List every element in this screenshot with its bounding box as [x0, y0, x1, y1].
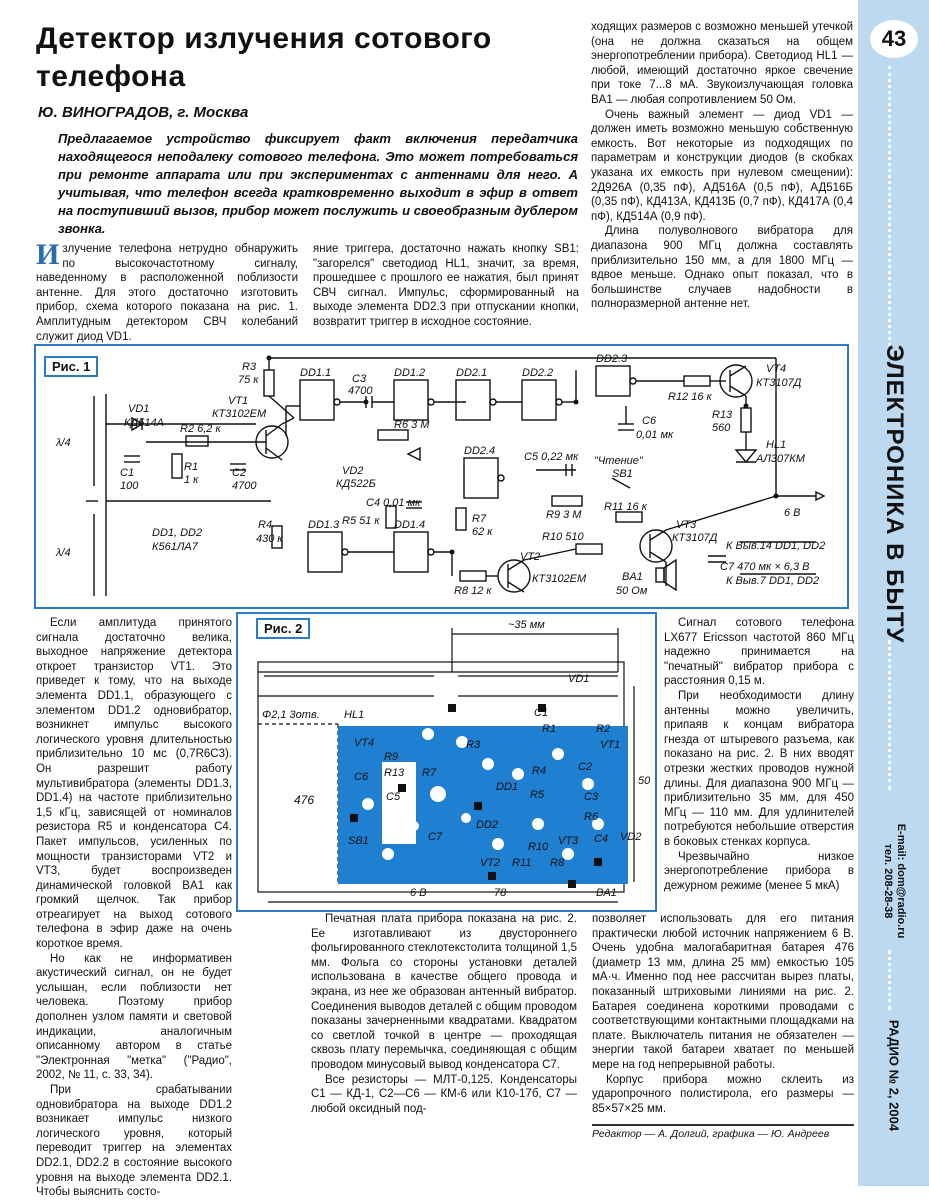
- pcb-c4: C4: [594, 833, 609, 845]
- r5-label: R5 51 к: [342, 515, 380, 527]
- paragraph: Сигнал сотового телефона LX677 Ericsson частотой 860 МГц надежно принимается на "печатный" вибратор прибора с расстояния 0,15 м.: [664, 617, 854, 688]
- vt4-value: КТ3107Д: [756, 377, 802, 389]
- paragraph: ходящих размеров с возможно меньшей утечкой (она не должна сказаться на общем энергопотреблении прибора). Светодиод HL1 — любой, имеющий достаточно яркое свечение при токе 7...8 мА. Звукоизлучающая головка BA1 — любая сопротивлением 50 Ом.: [591, 21, 853, 106]
- c6-label: C6: [642, 415, 657, 427]
- c2-value: 4700: [232, 480, 257, 492]
- vt3-value: КТ3107Д: [672, 532, 718, 544]
- article-author: Ю. ВИНОГРАДОВ, г. Москва: [38, 104, 249, 121]
- dd21-label: DD2.1: [456, 367, 488, 379]
- pcb-r11: R11: [512, 857, 532, 869]
- column-lower-right-top: [664, 616, 854, 893]
- dotted-rule: [888, 640, 896, 790]
- pcb-sb1: SB1: [348, 835, 369, 847]
- pcb-r13: R13: [384, 767, 405, 779]
- pcb-c3: C3: [584, 791, 599, 803]
- r7-label: R7: [472, 513, 487, 525]
- pin14-label: К Выв.14 DD1, DD2: [726, 540, 826, 552]
- dim-35mm: ~35 мм: [508, 619, 545, 631]
- paragraph: При срабатывании одновибратора на выходе DD1.2 возникает импульс низкого логического уровня, который переводит триггер на элементах DD2.1, DD2.2 в состояние высокого уровня на выходе элемента DD2.1. Чтобы выяснить состо-: [36, 1084, 232, 1199]
- vd1-value: КД514А: [124, 417, 164, 429]
- editor-credit: Редактор — А. Долгий, графика — Ю. Андреев: [592, 1124, 854, 1140]
- vt1-value: КТ3102ЕМ: [212, 408, 267, 420]
- article-title: Детектор излучения сотового телефона: [36, 22, 492, 93]
- r13-value: 560: [712, 422, 731, 434]
- dim-78: 78: [494, 887, 507, 899]
- r6-label: R6 3 М: [394, 419, 430, 431]
- c5-label: C5 0,22 мк: [524, 451, 579, 463]
- dd23-label: DD2.3: [596, 353, 628, 365]
- paragraph-text: злучение телефона нетрудно обнаружить по высокочастотному сигналу, наведенному в расположенной поблизости антенне. Для этого достаточно изготовить прибор, схема которого показана на рис. 1. Амплитудным детектором СВЧ колебаний служит диод VD1.: [36, 243, 298, 343]
- r10-label: R10 510: [542, 531, 584, 543]
- pcb-vt4: VT4: [354, 737, 375, 749]
- dd13-label: DD1.3: [308, 519, 340, 531]
- pcb-vd2: VD2: [620, 831, 642, 843]
- c4-label: C4 0,01 мк: [366, 497, 421, 509]
- c2-label: C2: [232, 467, 247, 479]
- page-number: 43: [870, 20, 918, 58]
- paragraph: Очень важный элемент — диод VD1 — должен иметь возможно меньшую собственную емкость. Вот некоторые из подходящих по параметрам и конструкции диодов (в скобках указана их емкость при нулевом смещении): 2Д926А (0,35 пФ), АД516А (0,5 пФ), АД516Б (0,35 пФ), КД413А, КД413Б (0,7 пФ), КД417А (0,4 пФ), КД514А (0,9 пФ).: [591, 108, 853, 223]
- side-band: [858, 0, 929, 1186]
- c1-value: 100: [120, 480, 139, 492]
- paragraph: позволяет использовать для его питания практически любой источник напряжением 6 В. Очень удобна малогабаритная батарея 476 (диаметр 13 мм, длина 25 мм) емкостью 105 мА·ч. Именно под нее рассчитан вырез платы, показанный штриховыми линиями на рис. 2. Батарея соединена короткими проводами с соответствующими контактными площадками на плате. Выключатель питания не обязателен — энергии такой батареи хватает по меньшей мере на год непрерывной работы.: [592, 913, 854, 1071]
- r1-label: R1: [184, 461, 199, 473]
- pcb-vt3: VT3: [558, 835, 579, 847]
- pcb-c7: C7: [428, 831, 443, 843]
- read-button-caption: "Чтение": [594, 455, 643, 467]
- vd2-value: КД522Б: [336, 478, 376, 490]
- pcb-hl1: HL1: [344, 709, 365, 721]
- vd1-label: VD1: [128, 403, 150, 415]
- pcb-r4: R4: [532, 765, 547, 777]
- vt3-label: VT3: [676, 519, 697, 531]
- column-lower-left: [36, 616, 232, 1200]
- column-lower-middle: [311, 912, 577, 1116]
- ba1-value: 50 Ом: [616, 585, 648, 597]
- paragraph: При необходимости длину антенны можно увеличить, припаяв к концам вибратора гнезда от штыревого разъема, как показано на рис. 2. В них вводят отрезки жестких проводов нужной длины. Для диапазона 900 МГц — приблизительно 35 мм, для 450 МГц — 110 мм. Для удлинителей потребуются небольшие отверстия в боковых стенках корпуса.: [664, 689, 854, 848]
- paragraph: Длина полуволнового вибратора для диапазона 900 МГц должна составлять приблизительно 150 мм, а для 1800 МГц — вдвое меньше. Однако опыт показал, что в большинстве случаев надобности в полноразмерной антенне нет.: [591, 225, 853, 311]
- paragraph: Чрезвычайно низкое энергопотребление прибора в дежурном режиме (менее 5 мкА): [664, 850, 854, 892]
- r13-label: R13: [712, 409, 733, 421]
- column-lower-right: [592, 912, 854, 1116]
- pcb-r8: R8: [550, 857, 565, 869]
- contact-email: E-mail: dom@radio.ru: [894, 823, 907, 939]
- paragraph: Печатная плата прибора показана на рис. 2. Ее изготавливают из двустороннего фольгированного стеклотекстолита толщиной 1,5 мм. Фольга со стороны установки деталей использована в качестве общего провода и экрана, из нее же образован антенный вибратор. Соединения выводов деталей с общим проводом показаны зачерненными квадратами. Квадратом со светлой точкой в центре — проходящая сквозь плату перемычка, соединяющая с общим проводом минусовый вывод конденсатора С7.: [311, 913, 577, 1071]
- article-lead: Предлагаемое устройство фиксирует факт включения передатчика находящегося неподалеку сотового телефона. Это может потребоваться при ремонте аппарата или при экспериментах с антеннами для него. А учитывая, что телефон всегда кратковременно выходит в эфир в ответ на поступивший вызов, прибор может послужить и своеобразным дублером звонка.: [58, 131, 578, 236]
- hl1-label: HL1: [766, 439, 787, 451]
- r8-label: R8 12 к: [454, 585, 492, 597]
- pcb-dd1: DD1: [496, 781, 519, 793]
- paragraph: яние триггера, достаточно нажать кнопку SB1: "загорелся" светодиод HL1, значит, за время, прошедшее с прошлого ее нажатия, был принят СВЧ сигнал. Импульс, сформированный на выходе элемента DD2.3 при отпускании кнопки, возвратит триггер в исходное состояние.: [313, 243, 579, 328]
- lambda-label-bottom: λ/4: [56, 547, 71, 559]
- pcb-c6: C6: [354, 771, 369, 783]
- pcb-drawing: [238, 614, 655, 910]
- section-rubric: ЭЛЕКТРОНИКА В БЫТУ: [880, 344, 908, 644]
- r3-value: 75 к: [238, 374, 259, 386]
- ba1-label: BA1: [622, 571, 643, 583]
- pcb-ba1: BA1: [596, 887, 617, 899]
- vt1-label: VT1: [228, 395, 249, 407]
- dd24-label: DD2.4: [464, 445, 496, 457]
- r11-label: R11 16 к: [604, 501, 647, 513]
- r7-value: 62 к: [472, 526, 493, 538]
- r9-label: R9 3 М: [546, 509, 582, 521]
- figure-1-label: Рис. 1: [44, 356, 98, 377]
- lambda-label-top: λ/4: [56, 437, 71, 449]
- r12-label: R12 16 к: [668, 391, 712, 403]
- pcb-vd1: VD1: [568, 673, 590, 685]
- figure-2-label: Рис. 2: [256, 618, 310, 639]
- paragraph: Корпус прибора можно склеить из ударопрочного полистирола, его размеры — 85×57×25 мм.: [592, 1073, 854, 1115]
- pcb-vt1: VT1: [600, 739, 621, 751]
- mounting-holes: Φ2,1 3отв.: [262, 709, 320, 721]
- dd-label: DD1, DD2: [152, 527, 203, 539]
- c3-label: C3: [352, 373, 367, 385]
- c7-label: C7 470 мк × 6,3 В: [720, 561, 810, 573]
- pcb-r3: R3: [466, 739, 481, 751]
- c1-label: C1: [120, 467, 135, 479]
- column-3: [591, 20, 853, 312]
- pcb-r1: R1: [542, 723, 557, 735]
- vt2-label: VT2: [520, 551, 541, 563]
- r1-value: 1 к: [184, 474, 199, 486]
- paragraph: Если амплитуда принятого сигнала достаточно велика, выходное напряжение детектора откроет транзистор VT1. Это приведет к тому, что на выходе элемента DD1.1, образующего с элементом DD1.2 одновибратор, возникнет импульс высокого логического уровня длительностью приблизительно 10 мс (0,7R6C3). Он разрешит работу мультивибратора (элементы DD1.3, DD1.4) на частоте приблизительно 1,5 кГц, зависящей от номиналов резистора R5 и конденсатора С4. Пакет импульсов, усиленных по мощности транзисторами VT2 и VT3, будет воспроизведен динамической головкой BA1 как громкий щелчок. Так прибор отреагирует на выход сотового телефона в эфир даже на очень короткое время.: [36, 617, 232, 951]
- dd12-label: DD1.2: [394, 367, 426, 379]
- pcb-r9: R9: [384, 751, 399, 763]
- column-2: [313, 242, 579, 330]
- pcb-dd2: DD2: [476, 819, 499, 831]
- r3-label: R3: [242, 361, 257, 373]
- dd-value: К561ЛА7: [152, 541, 198, 553]
- dd22-label: DD2.2: [522, 367, 554, 379]
- supply-voltage: 6 В: [784, 507, 801, 519]
- dotted-rule: [888, 66, 896, 346]
- pcb-r10: R10: [528, 841, 549, 853]
- r4-label: R4: [258, 519, 273, 531]
- column-1: [36, 238, 298, 344]
- r4-value: 430 к: [256, 533, 283, 545]
- dim-50: 50: [638, 775, 651, 787]
- paragraph: Все резисторы — МЛТ-0,125. Конденсаторы С1 — КД-1, С2—С6 — КМ-6 или К10-17б, С7 — любой оксидный под-: [311, 1073, 577, 1115]
- pcb-r7: R7: [422, 767, 437, 779]
- hl1-value: АЛ307КМ: [756, 453, 805, 465]
- pcb-c1: C1: [534, 707, 549, 719]
- contact-phone: тел. 208-28-38: [881, 843, 894, 919]
- pin7-label: К Выв.7 DD1, DD2: [726, 575, 820, 587]
- pcb-c5: C5: [386, 791, 401, 803]
- vd2-label: VD2: [342, 465, 364, 477]
- figure-2-pcb: [236, 612, 657, 912]
- contact-info: [881, 824, 907, 939]
- c3-value: 4700: [348, 385, 373, 397]
- dotted-rule: [888, 950, 896, 1010]
- pcb-vt2: VT2: [480, 857, 501, 869]
- dd11-label: DD1.1: [300, 367, 332, 379]
- c6-value: 0,01 мк: [636, 429, 674, 441]
- r2-label: R2 6,2 к: [180, 423, 221, 435]
- schematic-drawing: [36, 346, 847, 607]
- issue-label: РАДИО № 2, 2004: [886, 1019, 901, 1132]
- pcb-r6: R6: [584, 811, 599, 823]
- figure-1-schematic: [34, 344, 849, 609]
- vt4-label: VT4: [766, 363, 787, 375]
- paragraph: Но как не информативен акустический сигнал, он не будет услышан, если поблизости нет человека. Поэтому прибор дополнен узлом памяти и световой индикации, аналогичным описанному автором в статье "Электронная "метка" ("Радио", 2002, № 11, с. 33, 34).: [36, 952, 232, 1082]
- supply-label: 6 В: [410, 887, 427, 899]
- pcb-c2: C2: [578, 761, 593, 773]
- pcb-r5: R5: [530, 789, 545, 801]
- paragraph: [36, 238, 298, 344]
- pcb-r2: R2: [596, 723, 611, 735]
- sb1-label: SB1: [612, 468, 633, 480]
- vt2-value: КТ3102ЕМ: [532, 573, 587, 585]
- drop-cap: И: [36, 238, 60, 271]
- battery-label: 476: [294, 793, 315, 807]
- dd14-label: DD1.4: [394, 519, 426, 531]
